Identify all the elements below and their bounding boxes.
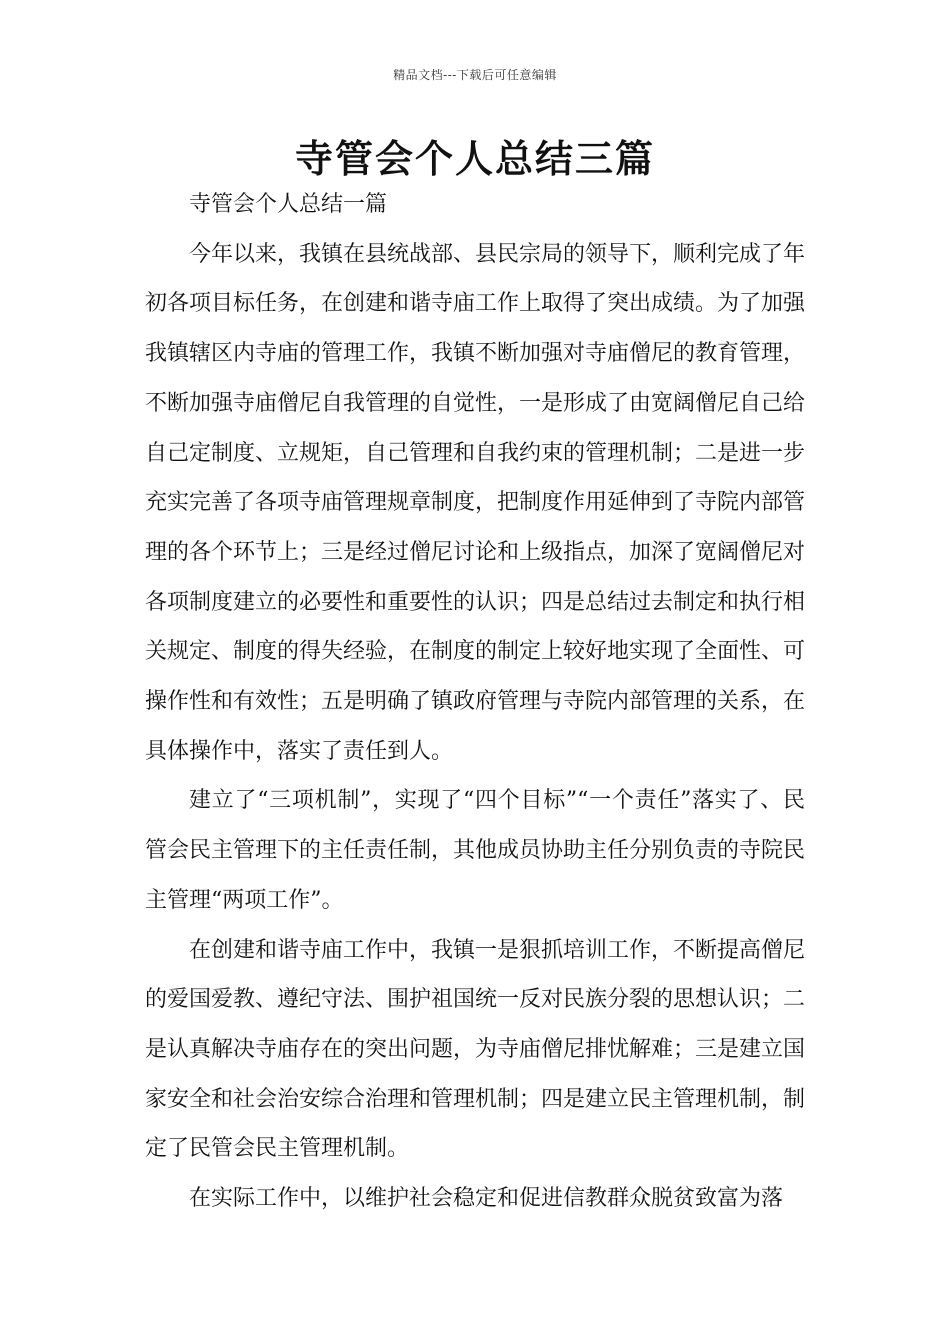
document-title: 寺管会个人总结三篇 [294,136,655,181]
paragraph-4: 在实际工作中，以维护社会稳定和促进信教群众脱贫致富为落 [189,1186,784,1212]
paragraph-2: 建立了“三项机制”，实现了“四个目标”“一个责任”落实了、民管会民主管理下的主任责任制，其他成员协助主任分别负责的寺院民主管理“两项工作”。 [145,788,806,913]
paragraph-3: 在创建和谐寺庙工作中，我镇一是狠抓培训工作，不断提高僧尼的爱国爱教、遵纪守法、围护祖国统一反对民族分裂的思想认识；二是认真解决寺庙存在的突出问题，为寺庙僧尼排忧解难；三是建立国家安全和社会治安综合治理和管理机制；四是建立民主管理机制，制定了民管会民主管理机制。 [145,937,806,1162]
header-note: 精品文档---下载后可任意编辑 [393,68,557,82]
document-body [145,180,805,1224]
section-heading: 寺管会个人总结一篇 [189,192,388,217]
paragraph-1: 今年以来，我镇在县统战部、县民宗局的领导下，顺利完成了年初各项目标任务，在创建和谐寺庙工作上取得了突出成绩。为了加强我镇辖区内寺庙的管理工作，我镇不断加强对寺庙僧尼的教育管理，不断加强寺庙僧尼自我管理的自觉性，一是形成了由宽阔僧尼自己给自己定制度、立规矩，自己管理和自我约束的管理机制；二是进一步充实完善了各项寺庙管理规章制度，把制度作用延伸到了寺院内部管理的各个环节上；三是经过僧尼讨论和上级指点，加深了宽阔僧尼对各项制度建立的必要性和重要性的认识；四是总结过去制定和执行相关规定、制度的得失经验，在制度的制定上较好地实现了全面性、可操作性和有效性；五是明确了镇政府管理与寺院内部管理的关系，在具体操作中，落实了责任到人。 [145,241,806,764]
